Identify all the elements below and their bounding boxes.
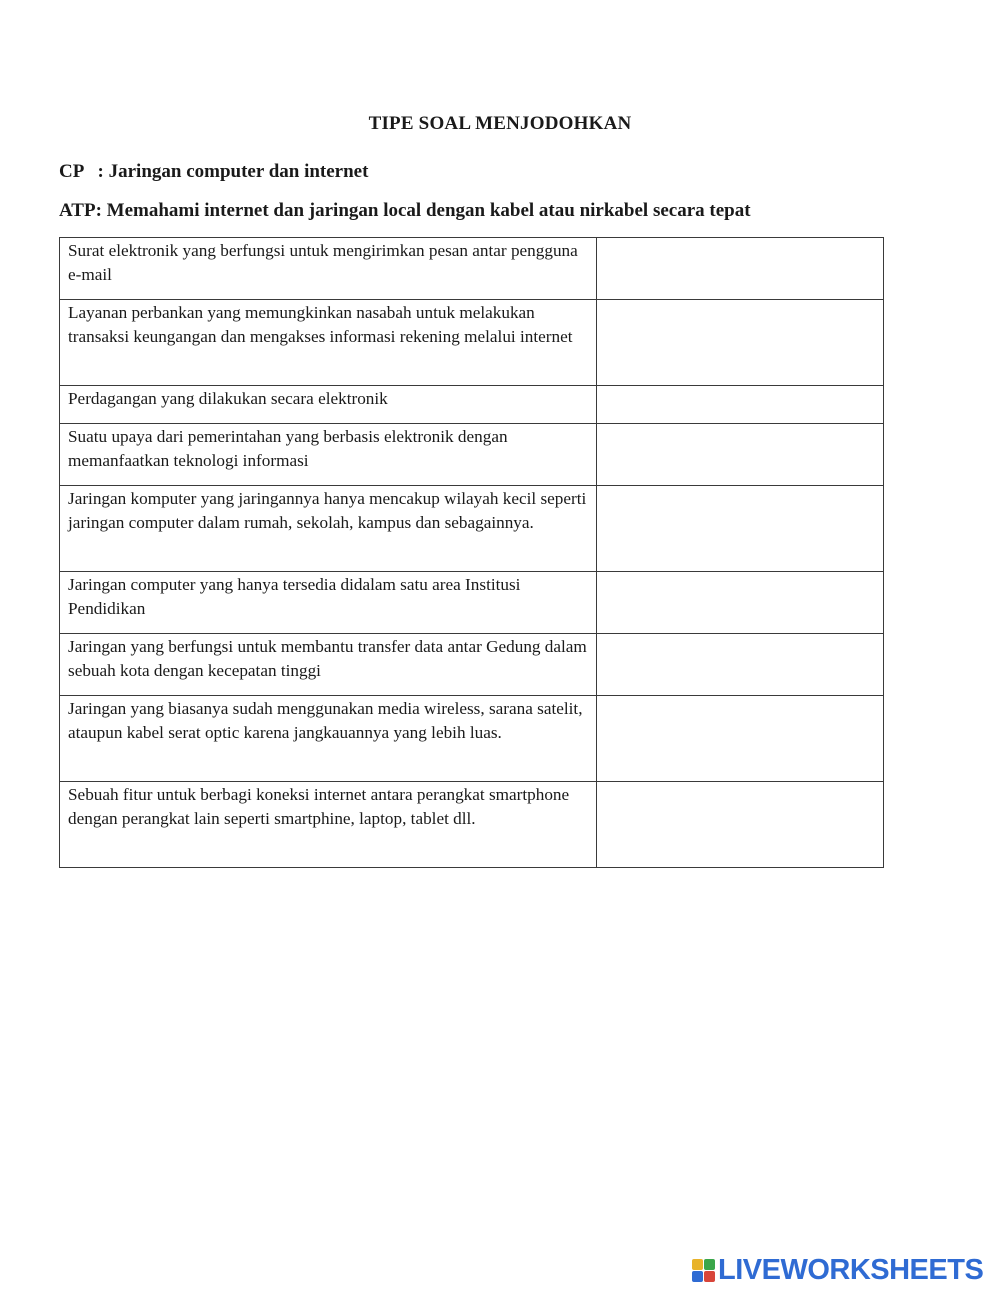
answer-cell[interactable] xyxy=(597,634,884,696)
question-text: Layanan perbankan yang memungkinkan nasabah untuk melakukan transaksi keungangan dan mengakses informasi rekening melalui internet xyxy=(68,303,573,347)
logo-square xyxy=(704,1259,715,1270)
liveworksheets-logo-icon xyxy=(692,1259,715,1282)
question-text: Jaringan computer yang hanya tersedia didalam satu area Institusi Pendidikan xyxy=(68,575,521,619)
table-row xyxy=(60,424,884,486)
question-cell xyxy=(60,300,597,386)
atp-line: ATP: Memahami internet dan jaringan local dengan kabel atau nirkabel secara tepat xyxy=(59,200,751,221)
question-cell xyxy=(60,386,597,424)
question-text: Surat elektronik yang berfungsi untuk mengirimkan pesan antar pengguna e-mail xyxy=(68,241,578,285)
logo-square xyxy=(692,1259,703,1270)
cp-line: CP : Jaringan computer dan internet xyxy=(59,161,369,182)
question-text: Perdagangan yang dilakukan secara elektronik xyxy=(68,389,388,408)
question-cell xyxy=(60,782,597,868)
liveworksheets-watermark xyxy=(692,1254,983,1286)
table-row xyxy=(60,634,884,696)
question-cell xyxy=(60,696,597,782)
question-cell xyxy=(60,424,597,486)
question-cell xyxy=(60,572,597,634)
table-row xyxy=(60,486,884,572)
table-row xyxy=(60,300,884,386)
logo-square xyxy=(704,1271,715,1282)
question-cell xyxy=(60,238,597,300)
table-row xyxy=(60,386,884,424)
question-text: Sebuah fitur untuk berbagi koneksi internet antara perangkat smartphone dengan perangkat lain seperti smartphine, laptop, tablet dll. xyxy=(68,785,570,829)
answer-cell[interactable] xyxy=(597,238,884,300)
answer-cell[interactable] xyxy=(597,572,884,634)
logo-square xyxy=(692,1271,703,1282)
table-row xyxy=(60,782,884,868)
question-text: Jaringan komputer yang jaringannya hanya mencakup wilayah kecil seperti jaringan computer dalam rumah, sekolah, kampus dan sebagainnya. xyxy=(68,489,587,533)
watermark-text: LIVEWORKSHEETS xyxy=(718,1254,984,1286)
page-title: TIPE SOAL MENJODOHKAN xyxy=(368,113,632,134)
table-row xyxy=(60,696,884,782)
question-text: Jaringan yang berfungsi untuk membantu transfer data antar Gedung dalam sebuah kota dengan kecepatan tinggi xyxy=(68,637,587,681)
question-cell xyxy=(60,486,597,572)
answer-cell[interactable] xyxy=(597,782,884,868)
answer-cell[interactable] xyxy=(597,300,884,386)
answer-cell[interactable] xyxy=(597,386,884,424)
question-text: Jaringan yang biasanya sudah menggunakan media wireless, sarana satelit, ataupun kabel serat optic karena jangkauannya yang lebih luas. xyxy=(68,699,583,743)
table-row xyxy=(60,572,884,634)
answer-cell[interactable] xyxy=(597,424,884,486)
question-text: Suatu upaya dari pemerintahan yang berbasis elektronik dengan memanfaatkan teknologi informasi xyxy=(68,427,508,471)
matching-table xyxy=(59,237,884,868)
answer-cell[interactable] xyxy=(597,486,884,572)
question-cell xyxy=(60,634,597,696)
table-row xyxy=(60,238,884,300)
answer-cell[interactable] xyxy=(597,696,884,782)
